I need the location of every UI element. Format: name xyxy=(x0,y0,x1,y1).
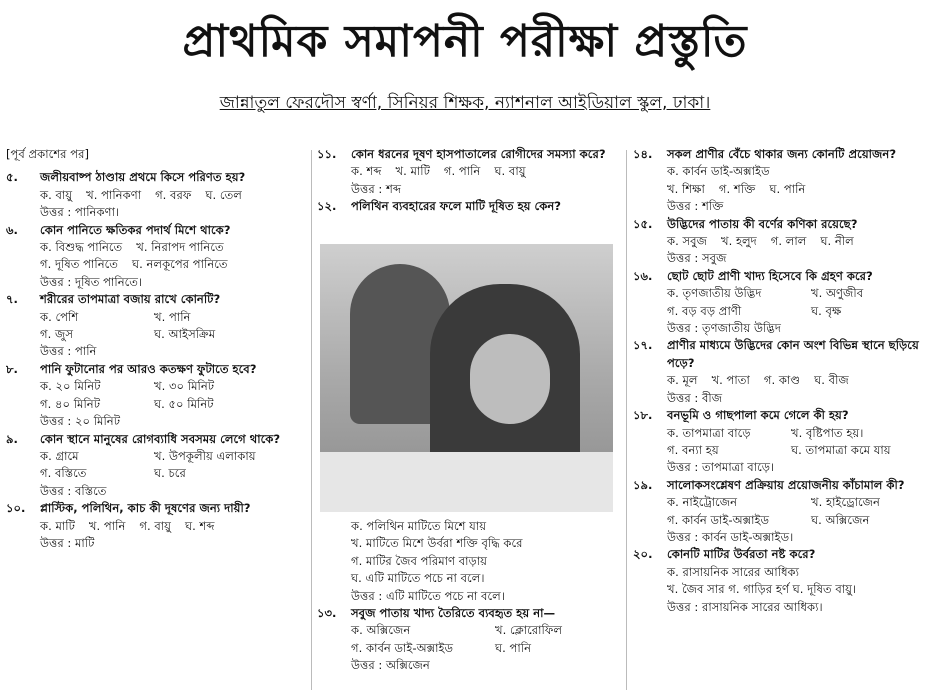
option: খ. মাটিতে মিশে উর্বরা শক্তি বৃদ্ধি করে xyxy=(351,536,523,551)
photo-desk xyxy=(320,452,613,512)
option: ঘ. এটি মাটিতে পচে না বলে। xyxy=(351,571,485,586)
options: গ. বড় বড় প্রাণী ঘ. বৃক্ষ xyxy=(667,303,842,318)
option: ক. পলিথিন মাটিতে মিশে যায় xyxy=(351,519,487,533)
options: গ. বস্তিতে ঘ. চরে xyxy=(40,466,186,481)
question-8: ৮. পানি ফুটানোর পর আরও কতক্ষণ ফুটাতে হবে? xyxy=(6,361,257,376)
question-16: ১৬. ছোট ছোট প্রাণী খাদ্য হিসেবে কি গ্রহণ করে? xyxy=(633,268,873,283)
continued-note: [পূর্ব প্রকাশের পর] xyxy=(6,147,90,161)
photo-face xyxy=(470,334,550,424)
column-divider xyxy=(626,150,627,690)
answer: উত্তর : এটি মাটিতে পচে না বলে। xyxy=(351,588,505,603)
question-10: ১০. প্লাস্টিক, পলিথিন, কাচ কী দূষণের জন্য দায়ী? xyxy=(6,501,251,516)
options: গ. কার্বন ডাই-অক্সাইড ঘ. পানি xyxy=(351,640,532,655)
options: ক. অক্সিজেন খ. ক্লোরোফিল xyxy=(351,623,562,638)
options: ক. পেশি খ. পানি xyxy=(40,309,191,324)
question-15: ১৫. উদ্ভিদের পাতায় কী বর্ণের কণিকা রয়েছে? xyxy=(633,216,858,231)
byline xyxy=(0,90,930,116)
options: ক. সবুজ খ. হলুদ গ. লাল ঘ. নীল xyxy=(667,234,854,249)
column-middle xyxy=(317,146,619,216)
question-9: ৯. কোন স্থানে মানুষের রোগব্যাধি সবসময় লেগে থাকে? xyxy=(6,431,281,446)
answer: উত্তর : পানি xyxy=(40,344,97,359)
options: গ. ৪০ মিনিট ঘ. ৫০ মিনিট xyxy=(40,396,214,411)
question-19: ১৯. সালোকসংশ্লেষণ প্রক্রিয়ায় প্রয়োজনীয় কাঁচামাল কী? xyxy=(633,477,905,492)
question-13: ১৩. সবুজ পাতায় খাদ্য তৈরিতে ব্যবহৃত হয় না— xyxy=(317,606,556,621)
answer: উত্তর : কার্বন ডাই-অক্সাইড। xyxy=(667,529,794,544)
options: ক. তৃণজাতীয় উদ্ভিদ খ. অণুজীব xyxy=(667,286,864,301)
answer: উত্তর : শক্তি xyxy=(667,199,724,214)
column-middle-lower xyxy=(317,518,619,675)
question-17: ১৭. প্রাণীর মাধ্যমে উদ্ভিদের কোন অংশ বিভিন্ন স্থানে ছড়িয়ে পড়ে? xyxy=(633,338,919,370)
question-5: ৫. জলীয়বাষ্প ঠাণ্ডায় প্রথমে কিসে পরিণত হয়? xyxy=(6,170,246,185)
question-12: ১২. পলিথিন ব্যবহারের ফলে মাটি দূষিত হয় কেন? xyxy=(317,199,562,214)
options: গ. কার্বন ডাই-অক্সাইড ঘ. অক্সিজেন xyxy=(667,512,870,527)
options: খ. শিক্ষা গ. শক্তি ঘ. পানি xyxy=(667,181,806,196)
options: ক. মূল খ. পাতা গ. কাণ্ড ঘ. বীজ xyxy=(667,373,849,388)
answer: উত্তর : তাপমাত্রা বাড়ে। xyxy=(667,460,775,475)
column-left xyxy=(6,146,304,552)
column-right xyxy=(633,146,937,616)
options: ক. ২০ মিনিট খ. ৩০ মিনিট xyxy=(40,379,215,394)
answer: উত্তর : বীজ xyxy=(667,390,723,405)
answer: উত্তর : ২০ মিনিট xyxy=(40,414,121,429)
option: গ. মাটির জৈব পরিমাণ বাড়ায় xyxy=(351,553,488,568)
options: ক. তাপমাত্রা বাড়ে খ. বৃষ্টিপাত হয়। xyxy=(667,425,864,440)
question-18: ১৮. বনভূমি ও গাছপালা কমে গেলে কী হয়? xyxy=(633,408,849,423)
byline-text: জান্নাতুল ফেরদৌস স্বর্ণা, সিনিয়র শিক্ষক, ন্যাশনাল আইডিয়াল স্কুল, ঢাকা। xyxy=(219,93,711,113)
answer: উত্তর : অক্সিজেন xyxy=(351,658,430,673)
page-title: প্রাথমিক সমাপনী পরীক্ষা প্রস্তুতি xyxy=(182,16,748,67)
answer: উত্তর : বস্তিতে xyxy=(40,483,107,498)
options: ক. বিশুদ্ধ পানিতে খ. নিরাপদ পানিতে xyxy=(40,240,224,255)
option: খ. জৈব সার গ. গাড়ির হর্ণ ঘ. দূষিত বায়ু। xyxy=(667,582,857,597)
options: গ. বন্যা হয় ঘ. তাপমাত্রা কমে যায় xyxy=(667,442,891,457)
options: ক. গ্রামে খ. উপকূলীয় এলাকায় xyxy=(40,448,256,463)
option: ক. কার্বন ডাই-অক্সাইড xyxy=(667,164,770,179)
answer: উত্তর : তৃণজাতীয় উদ্ভিদ xyxy=(667,321,781,336)
options: ক. শব্দ খ. মাটি গ. পানি ঘ. বায়ু xyxy=(351,164,526,179)
answer: উত্তর : শব্দ xyxy=(351,181,401,196)
question-6: ৬. কোন পানিতে ক্ষতিকর পদার্থ মিশে থাকে? xyxy=(6,222,231,237)
options: ক. নাইট্রোজেন খ. হাইড্রোজেন xyxy=(667,495,880,510)
options: গ. দূষিত পানিতে ঘ. নলকূপের পানিতে xyxy=(40,257,228,272)
question-11: ১১. কোন ধরনের দূষণ হাসপাতালের রোগীদের সমস্যা করে? xyxy=(317,147,606,161)
column-divider xyxy=(311,150,312,690)
options: ক. বায়ু খ. পানিকণা গ. বরফ ঘ. তেল xyxy=(40,187,242,202)
option: ক. রাসায়নিক সারের আধিক্য xyxy=(667,564,800,579)
answer: উত্তর : মাটি xyxy=(40,535,95,550)
question-20: ২০. কোনটি মাটির উর্বরতা নষ্ট করে? xyxy=(633,547,816,562)
answer: উত্তর : দূষিত পানিতে। xyxy=(40,274,143,289)
options: গ. জুস ঘ. আইসক্রিম xyxy=(40,327,216,342)
answer: উত্তর : রাসায়নিক সারের আধিক্য। xyxy=(667,599,823,614)
options: ক. মাটি খ. পানি গ. বায়ু ঘ. শব্দ xyxy=(40,518,215,533)
answer: উত্তর : পানিকণা। xyxy=(40,205,120,220)
question-7: ৭. শরীরের তাপমাত্রা বজায় রাখে কোনটি? xyxy=(6,292,221,307)
students-writing-photo xyxy=(320,244,613,512)
answer: উত্তর : সবুজ xyxy=(667,251,727,266)
question-14: ১৪. সকল প্রাণীর বেঁচে থাকার জন্য কোনটি প্রয়োজন? xyxy=(633,147,897,161)
